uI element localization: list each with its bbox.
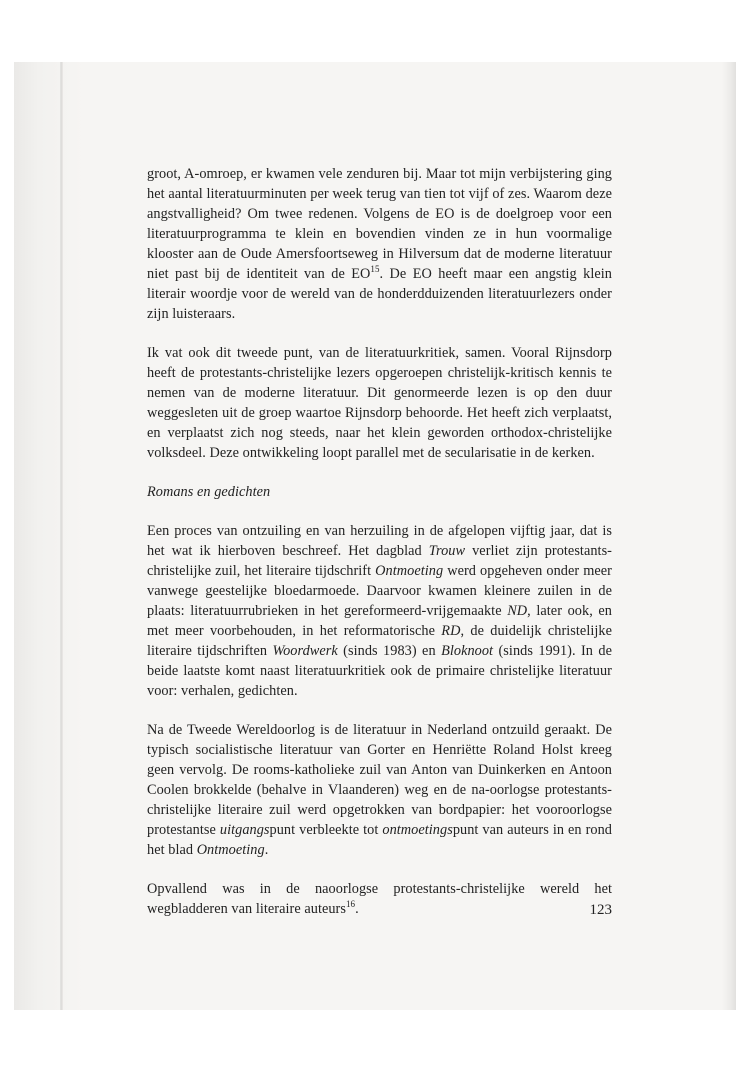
title-bloknoot: Bloknoot	[441, 643, 494, 659]
term-ontmoetings: ontmoetings	[382, 822, 453, 838]
gutter-line	[60, 62, 63, 1010]
term-uitgangs: uitgangs	[219, 822, 270, 838]
section-heading: Romans en gedichten	[147, 484, 271, 500]
footnote-ref-15: 15	[370, 264, 380, 275]
gutter-shadow	[14, 62, 84, 1010]
footnote-ref-16: 16	[345, 899, 356, 910]
paragraph-1: groot, A-omroep, er kwamen vele zenduren bij. Maar tot mijn verbijstering ging het aantal literatuurminuten per week terug van tien tot vijf of zes. Waarom deze angstvalligheid? Om twee redenen. Volgens de EO is de doelgroep voor een literatuurprogramma te klein en bovendien vinden ze in hun voormalige klooster aan de Oude Amersfoortseweg in Hilversum dat de moderne literatuur niet past bij de identiteit van de EO$^{15}$. De EO heeft maar een angstig klein literair woordje voor de wereld van de honderdduizenden literatuurlezers onder zijn luisteraars.	[147, 166, 612, 322]
body-text	[147, 164, 612, 938]
paragraph-3: Een proces van ontzuiling en van herzuiling in de afgelopen vijftig jaar, dat is het wat ik hierboven beschreef. Het dagblad Trouw verliet zijn protestants-christelijke zuil, het literaire tijdschrift Ontmoeting werd opgeheven onder meer vanwege geestelijke bloedarmoede. Daarvoor kwamen kleinere zuilen in de plaats: literatuurrubrieken in het gereformeerd-vrijgemaakte ND, later ook, en met meer voorbehouden, in het reformatorische RD, de duidelijk christelijke literaire tijdschriften Woordwerk (sinds 1983) en Bloknoot (sinds 1991). In de beide laatste komt naast literatuurkritiek ook de primaire christelijke literatuur voor: verhalen, gedichten.	[147, 523, 612, 699]
title-ontmoeting-2: Ontmoeting	[196, 842, 265, 858]
page-number: 123	[589, 902, 612, 918]
paragraph-2: Ik vat ook dit tweede punt, van de literatuurkritiek, samen. Vooral Rijnsdorp heeft de protestants-christelijke lezers opgeroepen christelijk-kritisch kennis te nemen van de moderne literatuur. Dit genormeerde lezen is op den duur weggesleten uit de groep waartoe Rijnsdorp behoorde. Het heeft zich verplaatst, en verplaatst zich nog steeds, naar het klein geworden orthodox-christelijke volksdeel. Deze ontwikkeling loopt parallel met de secularisatie in de kerken.	[147, 345, 612, 461]
paragraph-4: Na de Tweede Wereldoorlog is de literatuur in Nederland ontzuild geraakt. De typisch socialistische literatuur van Gorter en Henriëtte Roland Holst kreeg geen vervolg. De rooms-katholieke zuil van Anton van Duinkerken en Antoon Coolen brokkelde (behalve in Vlaanderen) weg en de na-oorlogse protestants-christelijke literaire zuil werd opgetrokken van bordpapier: het vooroorlogse protestantse uitgangspunt verbleekte tot ontmoetingspunt van auteurs in en rond het blad Ontmoeting.	[147, 722, 612, 858]
title-nd: ND	[507, 603, 528, 619]
paragraph-5: Opvallend was in de naoorlogse protestants-christelijke wereld het wegbladderen van literaire auteurs$^{16}$.	[147, 881, 612, 917]
title-ontmoeting: Ontmoeting	[375, 563, 444, 579]
title-trouw: Trouw	[428, 543, 466, 559]
title-rd: RD	[441, 623, 461, 639]
page-edge	[722, 62, 736, 1010]
title-woordwerk: Woordwerk	[272, 643, 338, 659]
